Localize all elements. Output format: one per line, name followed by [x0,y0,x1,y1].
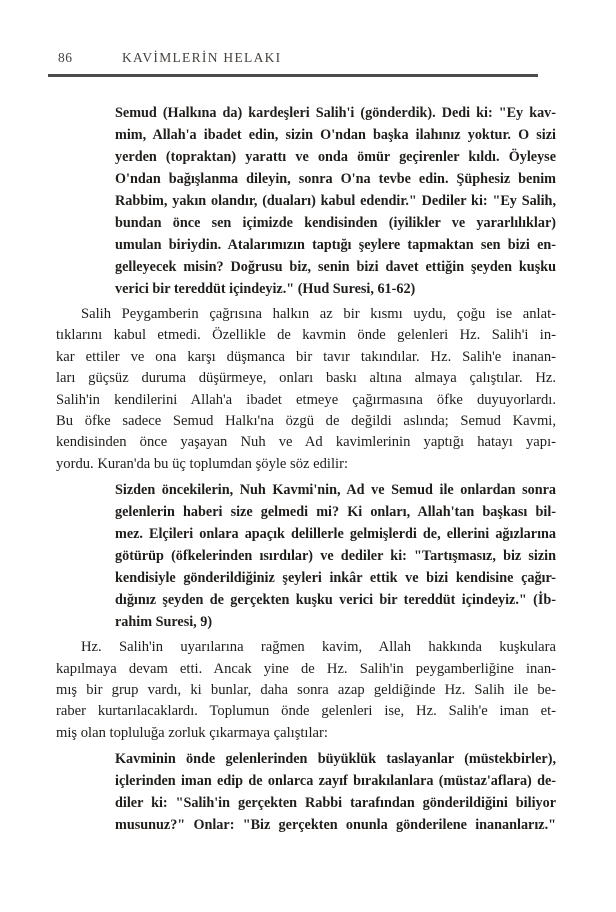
page-content [56,102,556,840]
text-line: götürüp (öfkelerinden ısırdılar) ve dediler ki: "Tartışmasız, biz sizin [115,548,556,565]
text-line: bundan önce sen içimizde kendisinden (iyilikler ve yararlılıklar) [115,215,556,231]
text-line: O'ndan bağışlanma dileyin, sonra O'na tevbe edin. Şüphesiz benim [115,171,556,187]
text-line: Rabbim, yakın olandır, (duaları) kabul edendir." Dediler ki: "Ey Salih, [115,193,556,209]
text-line: diler ki: "Salih'in gerçekten Rabbi tarafından gönderildiğini biliyor [115,795,556,812]
text-line: mim, Allah'a ibadet edin, sizin O'ndan başka ilahınız yoktur. O sizi [115,127,556,143]
text-line: Salih'in kendilerini Allah'a ibadet etmeye çağırmasına öfke duyuyorlardı. [56,391,556,408]
text-line: dığınız şeyden de gerçekten kuşku verici bir tereddüt içindeyiz." (İb- [115,592,556,609]
header-rule [48,74,538,77]
text-line: içlerinden iman edip de onlarca zayıf bırakılanlara (müstaz'aflara) de- [115,773,556,790]
quote-block [115,102,556,300]
text-line: Hz. Salih'in uyarılarına rağmen kavim, Allah hakkında kuşkulara [81,639,556,656]
text-line: mez. Elçileri onlara apaçık delillerle gelmişlerdi de, ellerini ağızlarına [115,526,556,543]
text-line: verici bir tereddüt içindeyiz." (Hud Suresi, 61-62) [115,281,416,297]
page-header [56,50,576,72]
text-line: rahim Suresi, 9) [115,614,213,631]
text-line: gelenlerin haberi size gelmedi mi? Ki onları, Allah'tan başkası bil- [115,504,556,521]
text-line: umulan biriydin. Atalarımızın taptığı şeylere tapmaktan sen bizi en- [115,237,556,253]
text-line: tıklarını kabul etmedi. Özellikle de kavmin önde gelenleri Hz. Salih'i in- [56,327,556,344]
text-line: Semud (Halkına da) kardeşleri Salih'i (gönderdik). Dedi ki: "Ey kav- [115,105,556,121]
quote-block [115,479,556,633]
text-line: kendisinden önce yaşayan Nuh ve Ad kavimlerinin yaptığı hatayı yapı- [56,434,556,451]
text-line: Bu öfke sadece Semud Halkı'na özgü de değildi aslında; Semud Kavmi, [56,413,556,430]
body-paragraph [56,304,556,475]
running-head-title: KAVİMLERİN HELAKI [122,50,282,65]
text-line: raber kurtarılacaklardı. Toplumun önde gelenleri ise, Hz. Salih'e iman et- [56,703,556,720]
text-line: miş olan topluluğa zorluk çıkarmaya çalıştılar: [56,724,328,741]
text-line: kendisiyle gönderildiğiniz şeyleri inkâr ettik ve bizi kendisine çağır- [115,570,556,587]
quote-block [115,748,556,836]
text-line: ları güçsüz duruma düşürmeye, onları baskı altına almaya çalıştılar. Hz. [56,370,556,387]
page-number: 86 [58,50,73,65]
text-line: yerden (topraktan) yarattı ve onda ömür geçirenler kıldı. Öyleyse [115,149,556,165]
text-line: yordu. Kuran'da bu üç toplumdan şöyle söz edilir: [56,455,349,472]
text-line: kapılmaya devam etti. Ancak yine de Hz. Salih'in peygamberliğine inan- [56,660,556,677]
text-line: musunuz?" Onlar: "Biz gerçekten onunla gönderilene inananlarız." [115,817,556,834]
text-line: Sizden öncekilerin, Nuh Kavmi'nin, Ad ve Semud ile onlardan sonra [115,482,556,499]
text-line: kar ettiler ve ona karşı düşmanca bir tavır takındılar. Hz. Salih'e inanan- [56,348,556,365]
body-paragraph [56,637,556,744]
text-line: gelleyecek misin? Doğrusu biz, senin bizi davet ettiğin şeyden kuşku [115,259,556,275]
text-line: Salih Peygamberin çağrısına halkın az bir kısmı uydu, çoğu ise anlat- [81,306,556,322]
text-line: Kavminin önde gelenlerinden büyüklük taslayanlar (müstekbirler), [115,751,556,768]
text-line: mış bir grup vardı, ki bunlar, daha sonra azap geldiğinde Hz. Salih ile be- [56,682,556,699]
